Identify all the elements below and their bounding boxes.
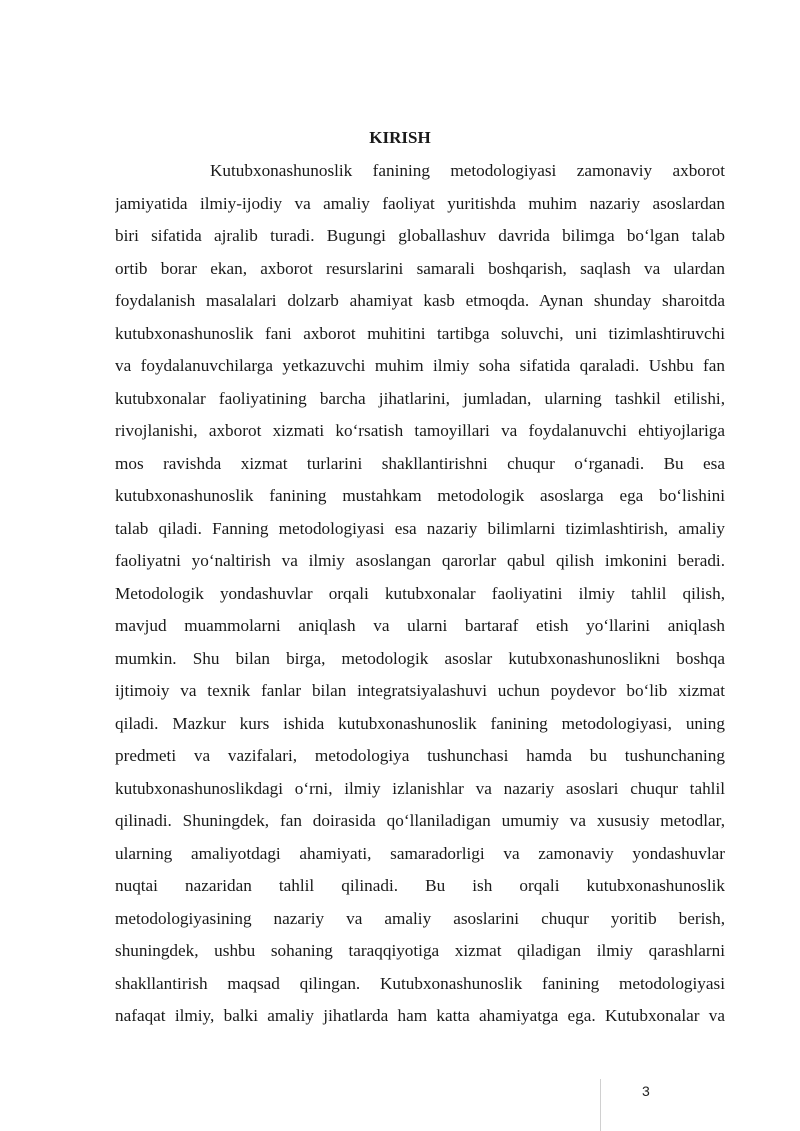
page-number: 3 (642, 1083, 650, 1099)
text-line: Kutubxonashunoslik fanining metodologiyasi zamonaviy axborot (210, 161, 725, 180)
text-line: ularning amaliyotdagi ahamiyati, samaradorligi va zamonaviy yondashuvlar (115, 843, 725, 863)
text-line: kutubxonashunoslik fani axborot muhitini tartibga soluvchi, uni tizimlashtiruvchi (115, 323, 725, 343)
text-line: predmeti va vazifalari, metodologiya tushunchasi hamda bu tushunchaning (115, 746, 725, 765)
text-line: kutubxonashunoslikdagi o‘rni, ilmiy izlanishlar va nazariy asoslari chuqur tahlil (115, 778, 725, 798)
text-line: kutubxonalar faoliyatining barcha jihatlarini, jumladan, ularning tashkil etilishi, (115, 388, 725, 408)
text-line: rivojlanishi, axborot xizmati ko‘rsatish tamoyillari va foydalanuvchi ehtiyojlariga (115, 421, 725, 440)
text-line: shuningdek, ushbu sohaning taraqqiyotiga xizmat qiladigan ilmiy qarashlarni (115, 941, 725, 960)
text-line: faoliyatni yo‘naltirish va ilmiy asoslangan qarorlar qabul qilish imkonini beradi. (115, 551, 725, 570)
text-line: foydalanish masalalari dolzarb ahamiyat kasb etmoqda. Aynan shunday sharoitda (115, 291, 725, 310)
text-line: qiladi. Mazkur kurs ishida kutubxonashunoslik fanining metodologiyasi, uning (115, 713, 725, 733)
section-heading: KIRISH (369, 128, 431, 147)
text-line: biri sifatida ajralib turadi. Bugungi globallashuv davrida bilimga bo‘lgan talab (115, 226, 725, 245)
text-line: ortib borar ekan, axborot resurslarini samarali boshqarish, saqlash va ulardan (115, 258, 725, 278)
text-line: qilinadi. Shuningdek, fan doirasida qo‘llaniladigan umumiy va xususiy metodlar, (115, 811, 725, 830)
text-line: talab qiladi. Fanning metodologiyasi esa nazariy bilimlarni tizimlashtirish, amaliy (115, 518, 725, 538)
text-line: shakllantirish maqsad qilingan. Kutubxonashunoslik fanining metodologiyasi (115, 973, 725, 993)
text-line: metodologiyasining nazariy va amaliy asoslarini chuqur yoritib berish, (115, 908, 725, 928)
footer-divider (600, 1079, 601, 1131)
text-line: mavjud muammolarni aniqlash va ularni bartaraf etish yo‘llarini aniqlash (115, 616, 725, 635)
text-line: Metodologik yondashuvlar orqali kutubxonalar faoliyatini ilmiy tahlil qilish, (115, 583, 725, 603)
text-line: kutubxonashunoslik fanining mustahkam metodologik asoslarga ega bo‘lishini (115, 486, 725, 505)
text-line: nuqtai nazaridan tahlil qilinadi. Bu ish orqali kutubxonashunoslik (115, 876, 725, 895)
text-line: mumkin. Shu bilan birga, metodologik asoslar kutubxonashunoslikni boshqa (115, 648, 725, 668)
text-line: nafaqat ilmiy, balki amaliy jihatlarda ham katta ahamiyatga ega. Kutubxonalar va (115, 1006, 725, 1025)
text-line: mos ravishda xizmat turlarini shakllantirishni chuqur o‘rganadi. Bu esa (115, 453, 725, 473)
text-line: va foydalanuvchilarga yetkazuvchi muhim ilmiy soha sifatida qaraladi. Ushbu fan (115, 356, 725, 375)
body-paragraph (115, 155, 725, 1033)
text-line: jamiyatida ilmiy-ijodiy va amaliy faoliyat yuritishda muhim nazariy asoslardan (115, 193, 725, 213)
text-line: ijtimoiy va texnik fanlar bilan integratsiyalashuvi uchun poydevor bo‘lib xizmat (115, 681, 725, 700)
